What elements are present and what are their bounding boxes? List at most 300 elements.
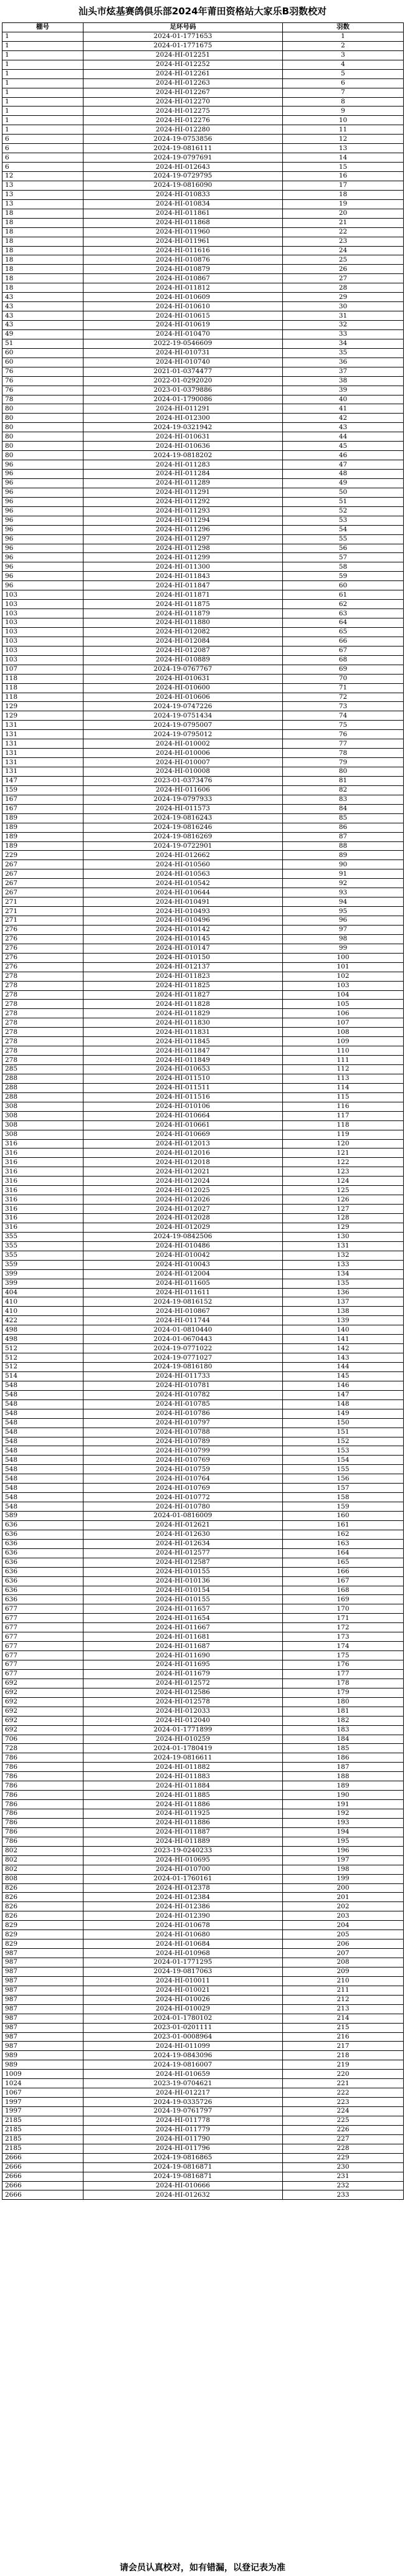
- ring-number-cell: 2024-HI-010002: [83, 739, 283, 749]
- ring-number-cell: 2024-HI-010136: [83, 1576, 283, 1586]
- bird-count-cell: 150: [283, 1418, 404, 1428]
- table-row: [2, 1642, 404, 1651]
- bird-count-cell: 69: [283, 665, 404, 674]
- loft-number-cell: 276: [2, 953, 83, 962]
- table-row: [2, 1763, 404, 1772]
- table-row: [2, 1939, 404, 1949]
- ring-number-cell: 2024-HI-011880: [83, 618, 283, 628]
- table-row: [2, 1167, 404, 1177]
- loft-number-cell: 129: [2, 711, 83, 721]
- loft-number-cell: 636: [2, 1520, 83, 1530]
- ring-number-cell: 2023-01-0008964: [83, 2032, 283, 2042]
- bird-count-cell: 161: [283, 1520, 404, 1530]
- bird-count-cell: 152: [283, 1437, 404, 1446]
- bird-count-cell: 12: [283, 135, 404, 144]
- table-row: [2, 665, 404, 674]
- ring-number-cell: 2024-HI-011778: [83, 2116, 283, 2125]
- loft-number-cell: 677: [2, 1604, 83, 1614]
- ring-number-cell: 2024-HI-011605: [83, 1279, 283, 1288]
- table-row: [2, 1028, 404, 1037]
- ring-number-cell: 2024-19-0816111: [83, 144, 283, 153]
- bird-count-cell: 98: [283, 934, 404, 944]
- bird-count-cell: 105: [283, 1000, 404, 1009]
- ring-number-cell: 2024-HI-010797: [83, 1418, 283, 1428]
- bird-count-cell: 61: [283, 590, 404, 600]
- ring-number-cell: 2024-HI-010833: [83, 190, 283, 199]
- bird-count-cell: 55: [283, 534, 404, 544]
- ring-number-cell: 2024-HI-011573: [83, 804, 283, 813]
- loft-number-cell: 1: [2, 107, 83, 116]
- table-row: [2, 432, 404, 442]
- table-row: [2, 1344, 404, 1353]
- loft-number-cell: 6: [2, 135, 83, 144]
- ring-number-cell: 2024-HI-010785: [83, 1399, 283, 1409]
- bird-count-cell: 46: [283, 451, 404, 460]
- loft-number-cell: 278: [2, 1009, 83, 1018]
- bird-count-cell: 58: [283, 562, 404, 572]
- table-row: [2, 721, 404, 730]
- loft-number-cell: 1: [2, 78, 83, 88]
- bird-count-cell: 79: [283, 758, 404, 767]
- ring-number-cell: 2024-HI-011511: [83, 1083, 283, 1092]
- loft-number-cell: 987: [2, 2014, 83, 2023]
- table-row: [2, 246, 404, 255]
- table-row: [2, 1148, 404, 1158]
- loft-number-cell: 76: [2, 386, 83, 395]
- ring-number-cell: 2024-01-0670443: [83, 1335, 283, 1344]
- loft-number-cell: 548: [2, 1399, 83, 1409]
- ring-number-cell: 2024-HI-010106: [83, 1102, 283, 1111]
- ring-number-cell: 2024-HI-010026: [83, 1995, 283, 2004]
- ring-number-cell: 2024-19-0842506: [83, 1232, 283, 1241]
- ring-number-cell: 2023-01-0379886: [83, 386, 283, 395]
- bird-count-cell: 170: [283, 1604, 404, 1614]
- loft-number-cell: 96: [2, 562, 83, 572]
- bird-count-cell: 204: [283, 1921, 404, 1930]
- table-row: [2, 209, 404, 218]
- loft-number-cell: 987: [2, 2023, 83, 2032]
- loft-number-cell: 271: [2, 907, 83, 916]
- ring-number-cell: 2024-HI-010769: [83, 1484, 283, 1493]
- table-row: [2, 32, 404, 41]
- bird-count-cell: 217: [283, 2042, 404, 2051]
- ring-number-cell: 2024-01-1771295: [83, 1958, 283, 1968]
- ring-number-cell: 2024-HI-011861: [83, 209, 283, 218]
- ring-number-cell: 2024-HI-011611: [83, 1288, 283, 1297]
- loft-number-cell: 677: [2, 1660, 83, 1670]
- table-row: [2, 116, 404, 125]
- table-row: [2, 1139, 404, 1148]
- loft-number-cell: 51: [2, 339, 83, 348]
- loft-number-cell: 1: [2, 69, 83, 78]
- loft-number-cell: 802: [2, 1846, 83, 1855]
- table-row: [2, 860, 404, 869]
- table-row: [2, 1465, 404, 1474]
- bird-count-cell: 15: [283, 163, 404, 172]
- loft-number-cell: 692: [2, 1707, 83, 1716]
- loft-number-cell: 96: [2, 470, 83, 479]
- loft-number-cell: 987: [2, 2004, 83, 2014]
- loft-number-cell: 786: [2, 1781, 83, 1791]
- ring-number-cell: 2024-HI-011886: [83, 1800, 283, 1809]
- ring-number-cell: 2024-HI-011823: [83, 972, 283, 981]
- bird-count-cell: 113: [283, 1074, 404, 1083]
- bird-count-cell: 155: [283, 1465, 404, 1474]
- bird-count-cell: 1: [283, 32, 404, 41]
- loft-number-cell: 786: [2, 1827, 83, 1837]
- table-row: [2, 2070, 404, 2079]
- bird-count-cell: 176: [283, 1660, 404, 1670]
- bird-count-cell: 112: [283, 1065, 404, 1074]
- table-row: [2, 283, 404, 293]
- table-row: [2, 1037, 404, 1046]
- bird-count-cell: 77: [283, 739, 404, 749]
- loft-number-cell: 316: [2, 1139, 83, 1148]
- loft-number-cell: 829: [2, 1921, 83, 1930]
- bird-count-cell: 32: [283, 321, 404, 330]
- ring-number-cell: 2024-HI-010486: [83, 1241, 283, 1251]
- loft-number-cell: 18: [2, 274, 83, 283]
- ring-number-cell: 2024-HI-011830: [83, 1018, 283, 1028]
- loft-number-cell: 131: [2, 730, 83, 739]
- ring-number-cell: 2024-HI-011843: [83, 572, 283, 581]
- bird-count-cell: 34: [283, 339, 404, 348]
- table-row: [2, 1781, 404, 1791]
- bird-count-cell: 13: [283, 144, 404, 153]
- ring-number-cell: 2024-HI-011825: [83, 981, 283, 990]
- ring-number-cell: 2023-19-0704621: [83, 2079, 283, 2088]
- loft-number-cell: 60: [2, 348, 83, 358]
- loft-number-cell: 2666: [2, 2172, 83, 2181]
- bird-count-cell: 62: [283, 600, 404, 609]
- bird-count-cell: 48: [283, 470, 404, 479]
- bird-count-cell: 16: [283, 172, 404, 181]
- loft-number-cell: 399: [2, 1269, 83, 1279]
- table-row: [2, 1353, 404, 1363]
- table-header-row: [2, 23, 404, 32]
- bird-count-cell: 146: [283, 1381, 404, 1390]
- loft-number-cell: 18: [2, 227, 83, 237]
- bird-count-cell: 167: [283, 1576, 404, 1586]
- ring-number-cell: 2024-HI-010764: [83, 1474, 283, 1484]
- bird-count-cell: 76: [283, 730, 404, 739]
- loft-number-cell: 278: [2, 1000, 83, 1009]
- ring-number-cell: 2024-HI-011284: [83, 470, 283, 479]
- bird-count-cell: 103: [283, 981, 404, 990]
- bird-count-cell: 84: [283, 804, 404, 813]
- loft-number-cell: 1: [2, 125, 83, 135]
- loft-number-cell: 96: [2, 581, 83, 590]
- ring-number-cell: 2024-HI-011790: [83, 2134, 283, 2144]
- ring-number-cell: 2024-HI-010043: [83, 1260, 283, 1269]
- loft-number-cell: 288: [2, 1074, 83, 1083]
- bird-count-cell: 83: [283, 795, 404, 804]
- bird-count-cell: 90: [283, 860, 404, 869]
- loft-number-cell: 2185: [2, 2144, 83, 2153]
- loft-number-cell: 1997: [2, 2098, 83, 2107]
- ring-number-cell: 2024-HI-010659: [83, 2070, 283, 2079]
- table-row: [2, 506, 404, 516]
- table-row: [2, 1065, 404, 1074]
- bird-count-cell: 47: [283, 460, 404, 470]
- table-row: [2, 1818, 404, 1827]
- bird-count-cell: 178: [283, 1679, 404, 1688]
- ring-number-cell: 2024-19-0843096: [83, 2051, 283, 2060]
- ring-number-cell: 2024-HI-012137: [83, 962, 283, 972]
- table-row: [2, 1595, 404, 1604]
- bird-count-cell: 111: [283, 1056, 404, 1065]
- ring-number-cell: 2024-HI-010560: [83, 860, 283, 869]
- bird-count-cell: 183: [283, 1725, 404, 1735]
- loft-number-cell: 826: [2, 1893, 83, 1902]
- ring-number-cell: 2024-HI-011796: [83, 2144, 283, 2153]
- table-row: [2, 376, 404, 386]
- loft-number-cell: 989: [2, 2060, 83, 2070]
- bird-count-cell: 24: [283, 246, 404, 255]
- loft-number-cell: 131: [2, 749, 83, 758]
- bird-count-cell: 50: [283, 488, 404, 497]
- loft-number-cell: 288: [2, 1083, 83, 1092]
- bird-count-cell: 192: [283, 1809, 404, 1819]
- table-body: [2, 32, 404, 2199]
- loft-number-cell: 103: [2, 655, 83, 665]
- bird-count-cell: 165: [283, 1558, 404, 1567]
- loft-number-cell: 355: [2, 1241, 83, 1251]
- ring-number-cell: 2024-HI-010142: [83, 925, 283, 934]
- table-row: [2, 144, 404, 153]
- ring-number-cell: 2024-HI-011516: [83, 1092, 283, 1102]
- loft-number-cell: 514: [2, 1371, 83, 1381]
- table-row: [2, 2032, 404, 2042]
- ring-number-cell: 2024-HI-011297: [83, 534, 283, 544]
- bird-count-cell: 108: [283, 1028, 404, 1037]
- table-row: [2, 730, 404, 739]
- ring-number-cell: 2022-01-0292020: [83, 376, 283, 386]
- bird-count-cell: 197: [283, 1855, 404, 1865]
- loft-number-cell: 2666: [2, 2181, 83, 2190]
- ring-number-cell: 2024-HI-011679: [83, 1669, 283, 1679]
- bird-count-cell: 37: [283, 367, 404, 376]
- bird-count-cell: 145: [283, 1371, 404, 1381]
- table-row: [2, 1539, 404, 1548]
- ring-number-cell: 2024-HI-010799: [83, 1446, 283, 1456]
- ring-number-cell: 2024-HI-012280: [83, 125, 283, 135]
- ring-number-cell: 2024-HI-010700: [83, 1865, 283, 1874]
- bird-count-cell: 122: [283, 1158, 404, 1167]
- bird-count-cell: 31: [283, 311, 404, 321]
- table-row: [2, 2125, 404, 2134]
- table-row: [2, 1083, 404, 1092]
- loft-number-cell: 96: [2, 488, 83, 497]
- table-row: [2, 1958, 404, 1968]
- ring-number-cell: 2024-HI-012630: [83, 1530, 283, 1539]
- ring-number-cell: 2024-HI-011293: [83, 506, 283, 516]
- table-row: [2, 1772, 404, 1781]
- loft-number-cell: 18: [2, 265, 83, 274]
- bird-count-cell: 189: [283, 1781, 404, 1791]
- table-row: [2, 1753, 404, 1763]
- bird-count-cell: 86: [283, 823, 404, 832]
- ring-number-cell: 2024-19-0761797: [83, 2107, 283, 2116]
- ring-number-cell: 2024-HI-012018: [83, 1158, 283, 1167]
- bird-count-cell: 156: [283, 1474, 404, 1484]
- loft-number-cell: 278: [2, 1056, 83, 1065]
- table-row: [2, 1530, 404, 1539]
- table-row: [2, 1111, 404, 1120]
- table-row: [2, 1660, 404, 1670]
- table-row: [2, 795, 404, 804]
- table-row: [2, 497, 404, 506]
- bird-count-cell: 214: [283, 2014, 404, 2023]
- table-row: [2, 1120, 404, 1130]
- loft-number-cell: 49: [2, 329, 83, 339]
- bird-count-cell: 123: [283, 1167, 404, 1177]
- header-ring-number: 足环号码: [83, 23, 283, 32]
- loft-number-cell: 548: [2, 1484, 83, 1493]
- table-row: [2, 1930, 404, 1939]
- table-row: [2, 1809, 404, 1819]
- ring-number-cell: 2024-HI-010610: [83, 302, 283, 311]
- bird-count-cell: 147: [283, 1390, 404, 1399]
- bird-count-cell: 56: [283, 544, 404, 553]
- table-row: [2, 1791, 404, 1800]
- ring-number-cell: 2024-HI-011875: [83, 600, 283, 609]
- ring-number-cell: 2024-HI-010011: [83, 1976, 283, 1986]
- loft-number-cell: 987: [2, 1958, 83, 1968]
- loft-number-cell: 316: [2, 1205, 83, 1214]
- table-row: [2, 2098, 404, 2107]
- loft-number-cell: 278: [2, 1037, 83, 1046]
- loft-number-cell: 131: [2, 767, 83, 777]
- ring-number-cell: 2024-HI-012027: [83, 1205, 283, 1214]
- table-row: [2, 172, 404, 181]
- ring-number-cell: 2024-HI-012572: [83, 1679, 283, 1688]
- loft-number-cell: 677: [2, 1614, 83, 1623]
- ring-number-cell: 2024-HI-011882: [83, 1763, 283, 1772]
- table-row: [2, 190, 404, 199]
- bird-count-cell: 120: [283, 1139, 404, 1148]
- ring-number-cell: 2024-HI-012261: [83, 69, 283, 78]
- table-row: [2, 2107, 404, 2116]
- loft-number-cell: 987: [2, 1995, 83, 2004]
- bird-count-cell: 200: [283, 1883, 404, 1893]
- table-row: [2, 1325, 404, 1335]
- loft-number-cell: 706: [2, 1735, 83, 1744]
- bird-count-cell: 153: [283, 1446, 404, 1456]
- table-row: [2, 1381, 404, 1390]
- loft-number-cell: 636: [2, 1530, 83, 1539]
- table-row: [2, 1288, 404, 1297]
- ring-number-cell: 2024-HI-012634: [83, 1539, 283, 1548]
- table-row: [2, 2079, 404, 2088]
- ring-number-cell: 2024-HI-010781: [83, 1381, 283, 1390]
- bird-count-cell: 4: [283, 60, 404, 69]
- ring-number-cell: 2024-HI-011283: [83, 460, 283, 470]
- table-row: [2, 1669, 404, 1679]
- table-row: [2, 1893, 404, 1902]
- table-row: [2, 1632, 404, 1642]
- table-row: [2, 1307, 404, 1316]
- bird-count-cell: 22: [283, 227, 404, 237]
- bird-count-cell: 51: [283, 497, 404, 506]
- bird-count-cell: 168: [283, 1586, 404, 1595]
- ring-number-cell: 2024-HI-011883: [83, 1772, 283, 1781]
- ring-number-cell: 2024-HI-011887: [83, 1827, 283, 1837]
- ring-number-cell: 2024-HI-010007: [83, 758, 283, 767]
- loft-number-cell: 677: [2, 1632, 83, 1642]
- ring-number-cell: 2024-HI-012643: [83, 163, 283, 172]
- table-row: [2, 1558, 404, 1567]
- bird-count-cell: 164: [283, 1548, 404, 1558]
- loft-number-cell: 1: [2, 97, 83, 107]
- loft-number-cell: 278: [2, 1046, 83, 1056]
- loft-number-cell: 786: [2, 1772, 83, 1781]
- table-row: [2, 358, 404, 367]
- table-row: [2, 841, 404, 851]
- ring-number-cell: 2024-HI-012300: [83, 414, 283, 423]
- ring-number-cell: 2024-HI-010678: [83, 1921, 283, 1930]
- table-row: [2, 125, 404, 135]
- ring-number-cell: 2024-HI-011886: [83, 1818, 283, 1827]
- table-row: [2, 451, 404, 460]
- loft-number-cell: 786: [2, 1818, 83, 1827]
- table-row: [2, 1241, 404, 1251]
- bird-count-cell: 87: [283, 832, 404, 841]
- table-row: [2, 1484, 404, 1493]
- bird-count-cell: 206: [283, 1939, 404, 1949]
- table-row: [2, 1205, 404, 1214]
- bird-count-cell: 9: [283, 107, 404, 116]
- table-row: [2, 1399, 404, 1409]
- table-row: [2, 1297, 404, 1307]
- ring-number-cell: 2024-HI-010619: [83, 321, 283, 330]
- loft-number-cell: 129: [2, 702, 83, 711]
- loft-number-cell: 786: [2, 1800, 83, 1809]
- table-row: [2, 1623, 404, 1632]
- loft-number-cell: 2185: [2, 2125, 83, 2134]
- table-row: [2, 2144, 404, 2153]
- loft-number-cell: 316: [2, 1148, 83, 1158]
- loft-number-cell: 1: [2, 41, 83, 50]
- ring-number-cell: 2024-19-0321942: [83, 423, 283, 432]
- ring-number-cell: 2024-HI-011961: [83, 237, 283, 246]
- ring-number-cell: 2023-01-0201111: [83, 2023, 283, 2032]
- table-row: [2, 804, 404, 813]
- bird-count-cell: 100: [283, 953, 404, 962]
- table-row: [2, 321, 404, 330]
- loft-number-cell: 677: [2, 1651, 83, 1660]
- loft-number-cell: 12: [2, 172, 83, 181]
- loft-number-cell: 786: [2, 1837, 83, 1846]
- loft-number-cell: 2666: [2, 2153, 83, 2162]
- bird-count-cell: 210: [283, 1976, 404, 1986]
- ring-number-cell: 2024-HI-010008: [83, 767, 283, 777]
- bird-count-cell: 221: [283, 2079, 404, 2088]
- bird-count-cell: 231: [283, 2172, 404, 2181]
- bird-count-cell: 180: [283, 1697, 404, 1707]
- bird-count-cell: 52: [283, 506, 404, 516]
- ring-number-cell: 2024-HI-012586: [83, 1688, 283, 1697]
- loft-number-cell: 636: [2, 1576, 83, 1586]
- ring-number-cell: 2024-HI-011812: [83, 283, 283, 293]
- loft-number-cell: 118: [2, 693, 83, 702]
- bird-count-cell: 149: [283, 1409, 404, 1418]
- ring-number-cell: 2024-HI-010834: [83, 199, 283, 209]
- table-row: [2, 227, 404, 237]
- table-row: [2, 767, 404, 777]
- bird-count-cell: 119: [283, 1130, 404, 1139]
- bird-count-cell: 203: [283, 1911, 404, 1921]
